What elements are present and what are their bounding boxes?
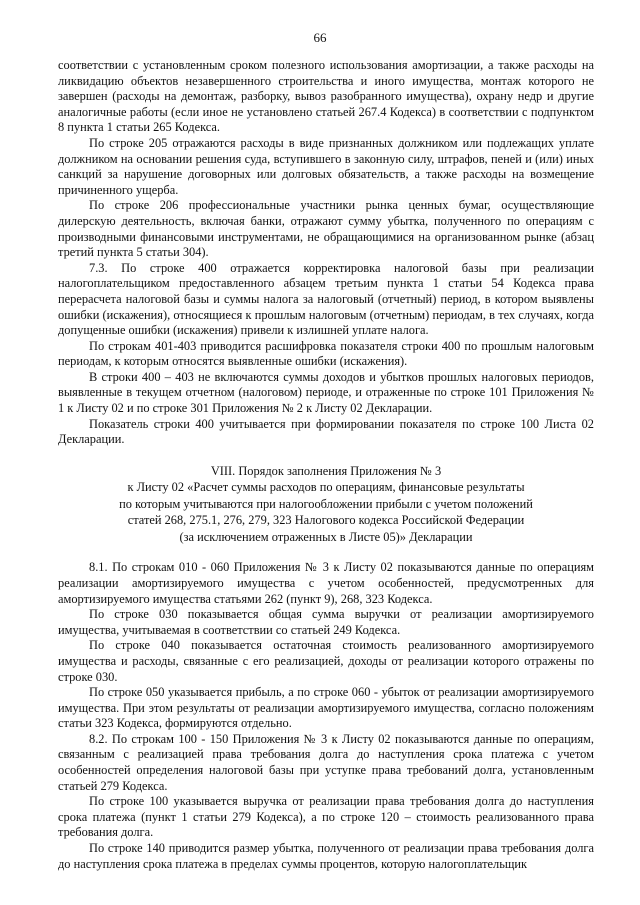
section-title: VIII. Порядок заполнения Приложения № 3 bbox=[210, 463, 442, 478]
paragraph-lines-400-403: В строки 400 – 403 не включаются суммы доходов и убытков прошлых налоговых периодов, выявленные в текущем отчетном (налоговом) периоде, и отраженные по строке 101 Приложения № 1 к Листу 02 и по строке 301 Приложения № 2 к Листу 02 Декларации. bbox=[58, 369, 594, 416]
paragraph-line-205: По строке 205 отражаются расходы в виде признанных должником или подлежащих уплате должником на основании решения суда, вступившего в законную силу, штрафов, пеней и (или) иных санкций за нарушение договорных или долговых обязательств, а также расходы на возмещение причиненного ущерба. bbox=[58, 135, 594, 197]
section-subtitle-line: к Листу 02 «Расчет суммы расходов по операциям, финансовые результаты bbox=[127, 480, 525, 495]
page-number: 66 bbox=[313, 30, 327, 45]
paragraph-line-040: По строке 040 показывается остаточная стоимость реализованного амортизируемого имущества и расходы, связанные с его реализацией, доходы от реализации которого отражены по строке 030. bbox=[58, 638, 594, 684]
paragraph-lines-100-120: По строке 100 указывается выручка от реализации права требования долга до наступления срока платежа (пункт 1 статьи 279 Кодекса), а по строке 120 – стоимость реализованного права требования долга. bbox=[58, 794, 594, 840]
paragraph-line-030: По строке 030 показывается общая сумма выручки от реализации амортизируемого имущества, учитываемая в соответствии со статьей 249 Кодекса. bbox=[58, 607, 594, 637]
paragraph-8-1: 8.1. По строкам 010 - 060 Приложения № 3 к Листу 02 показываются данные по операциям реализации амортизируемого имущества с учетом особенностей, предусмотренных для амортизируемого имущества статьями 262 (пункт 9), 268, 323 Кодекса. bbox=[58, 560, 594, 606]
section-subtitle-line: статей 268, 275.1, 276, 279, 323 Налогового кодекса Российской Федерации bbox=[127, 513, 525, 528]
paragraph-continuation: соответствии с установленным сроком полезного использования амортизации, а также расходы на ликвидацию объектов незавершенного строительства и иного имущества, монтаж которого не завершен (расходы на демонтаж, разборку, вывоз разобранного имущества), охрану недр и другие аналогичные работы (если иное не установлено статьей 267.4 Кодекса) в соответствии с подпунктом 8 пункта 1 статьи 265 Кодекса. bbox=[58, 58, 594, 135]
section-heading bbox=[58, 463, 594, 546]
paragraph-line-206: По строке 206 профессиональные участники рынка ценных бумаг, осуществляющие дилерскую деятельность, включая банки, отражают сумму убытка, полученного по операциям с производными финансовыми инструментами, не обращающимися на организованном рынке (абзац третий пункта 5 статьи 304). bbox=[58, 198, 594, 260]
paragraph-lines-401-403: По строкам 401-403 приводится расшифровка показателя строки 400 по прошлым налоговым периодам, к которым относятся выявленные ошибки (искажения). bbox=[58, 338, 594, 369]
paragraph-line-400-usage: Показатель строки 400 учитывается при формировании показателя по строке 100 Листа 02 Декларации. bbox=[58, 416, 594, 447]
document-body bbox=[58, 58, 594, 872]
section-subtitle-line: по которым учитываются при налогообложении прибыли с учетом положений bbox=[119, 496, 533, 511]
paragraph-lines-050-060: По строке 050 указывается прибыль, а по строке 060 - убыток от реализации амортизируемого имущества. При этом результаты от реализации амортизируемого имущества, согласно положениям статьи 323 Кодекса, формируются отдельно. bbox=[58, 685, 594, 731]
section-subtitle-line: (за исключением отраженных в Листе 05)» Декларации bbox=[179, 529, 473, 544]
paragraph-7-3: 7.3. По строке 400 отражается корректировка налоговой базы при реализации налогоплательщиком предоставленного абзацем третьим пункта 1 статьи 54 Кодекса права перерасчета налоговой базы и суммы налога за налоговый (отчетный) период, в котором выявлены ошибки (искажения), относящиеся к прошлым налоговым (отчетным) периодам, в тех случаях, когда допущенные ошибки (искажения) привели к излишней уплате налога. bbox=[58, 260, 594, 338]
paragraph-line-140: По строке 140 приводится размер убытка, полученного от реализации права требования долга до наступления срока платежа в пределах суммы процентов, которую налогоплательщик bbox=[58, 841, 594, 871]
paragraph-8-2: 8.2. По строкам 100 - 150 Приложения № 3 к Листу 02 показываются данные по операциям, связанным с реализацией права требования долга до наступления срока платежа с учетом особенностей определения налоговой базы при уступке права требований долга, установленным статьей 279 Кодекса. bbox=[58, 731, 594, 793]
